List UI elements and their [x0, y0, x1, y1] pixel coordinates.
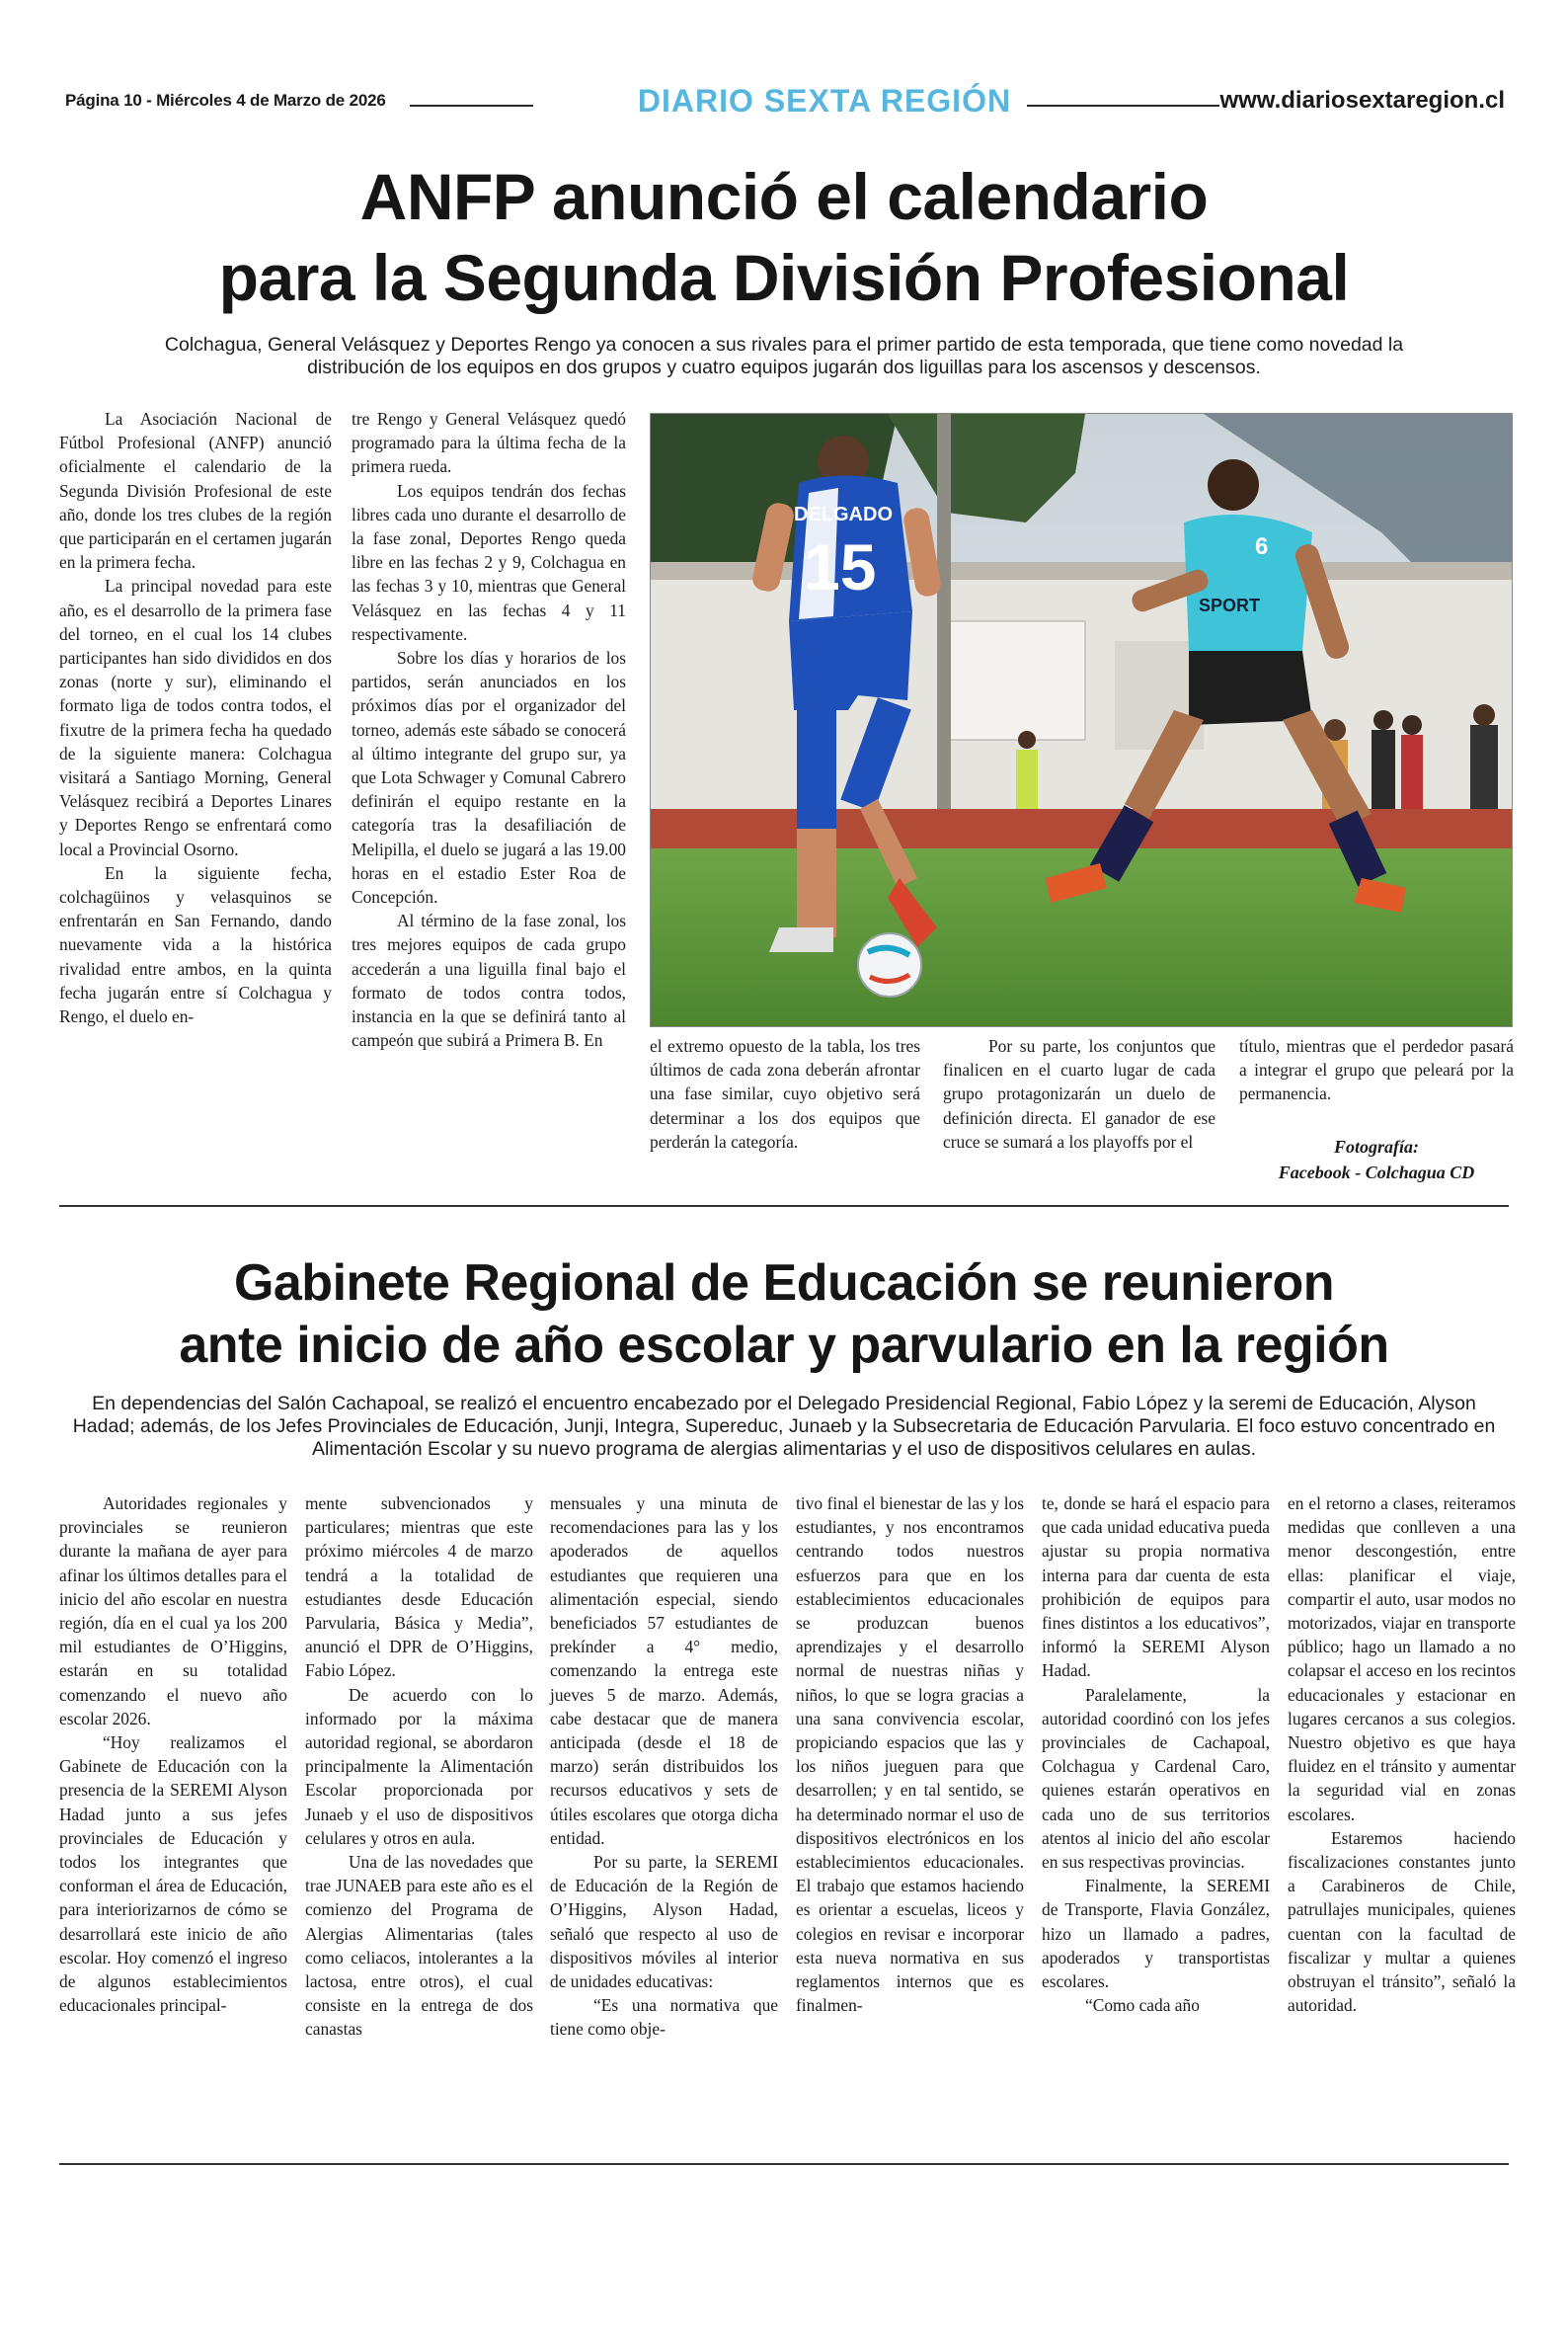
- paragraph: “Hoy realizamos el Gabinete de Educación con la presencia de la SEREMI Alyson Hadad junto a sus jefes provinciales de Educación y todos los integrantes que conforman el área de Educación, para interiorizarnos de cómo se desarrollará este inicio de año escolar. Hoy comenzó el ingreso de algunos establecimientos educacionales principal-: [59, 1732, 287, 2016]
- running-track: [651, 809, 1513, 848]
- header-rule-left: [410, 105, 533, 107]
- article1-column-1: [59, 407, 332, 1028]
- header-rule-right: [1027, 105, 1219, 107]
- photo-illustration: [651, 414, 1513, 1027]
- paragraph: tivo final el bienestar de las y los estudiantes, y nos encontramos centrando todos nuestros esfuerzos para que en los establecimientos educacionales se produzcan buenos aprendizajes y el desarrollo normal de nuestras niñas y niños, lo que se logra gracias a una sana convivencia escolar, propiciando espacios que las y los niños jueguen para que desarrollen; y en tal sentido, se ha determinado normar el uso de dispositivos electrónicos en los establecimientos educacionales. El trabajo que estamos haciendo es orientar a escuelas, liceos y colegios en revisar e incorporar esta nueva normativa en sus reglamentos internos que es finalmen-: [796, 1493, 1024, 2016]
- paragraph: Autoridades regionales y provinciales se reunieron durante la mañana de ayer para afinar los últimos detalles para el inicio del año escolar en nuestra región, día en el cual ya los 200 mil estudiantes de O’Higgins, estarán en su totalidad comenzando el nuevo año escolar 2026.: [59, 1493, 287, 1728]
- football-match-photo: [650, 413, 1513, 1027]
- article2-headline-line2: ante inicio de año escolar y parvulario en la región: [179, 1317, 1389, 1374]
- masthead: DIARIO SEXTA REGIÓN: [637, 83, 1012, 119]
- article2-column-5: [1042, 1491, 1270, 2017]
- article2-deck: En dependencias del Salón Cachapoal, se realizó el encuentro encabezado por el Delegado Presidencial Regional, Fabio López y la seremi de Educación, Alyson Hadad; además, de los Jefes Provinciales de Educación, Junji, Integra, Supereduc, Junaeb y la Subsecretaria de Educación Parvularia. El foco estuvo concentrado en Alimentación Escolar y su nuevo programa de alergias alimentarias y el uso de dispositivos celulares en aulas.: [72, 1393, 1496, 1460]
- paragraph: en el retorno a clases, reiteramos medidas que conlleven a una menor descongestión, entre ellas: planificar el viaje, compartir el auto, usar modos no motorizados, viajar en transporte público; hago un llamado a no colapsar el acceso en los recintos educacionales y estacionar en lugares cercanos a sus colegios. Nuestro objetivo es que haya fluidez en el tránsito y aumentar la seguridad vial en zonas escolares.: [1288, 1493, 1516, 1824]
- article2-headline-line1: Gabinete Regional de Educación se reunieron: [233, 1254, 1335, 1312]
- photo-credit: [1239, 1134, 1514, 1185]
- paragraph: Paralelamente, la autoridad coordinó con los jefes provinciales de Cachapoal, Colchagua y Cardenal Caro, quienes estarán operativos en cada uno de sus territorios atentos al inicio del año escolar en sus respectivas provincias.: [1042, 1684, 1270, 1873]
- building-window: [947, 621, 1085, 740]
- paragraph: Sobre los días y horarios de los partidos, serán anunciados en los próximos días por el organizador del torneo, además este sábado se conocerá al último integrante del grupo sur, ya que Lota Schwager y Comunal Cabrero definirán el equipo restante en la categoría tras la desafiliación de Melipilla, el duelo se jugará a las 19.00 horas en el estadio Ester Roa de Concepción.: [352, 648, 626, 908]
- photo-credit-label: Fotografía:: [1333, 1137, 1419, 1157]
- paragraph: tre Rengo y General Velásquez quedó programado para la última fecha de la primera rueda.: [352, 409, 626, 477]
- article1-column-3: [650, 1034, 920, 1154]
- player1-number: 15: [804, 530, 877, 603]
- paragraph: el extremo opuesto de la tabla, los tres últimos de cada zona deberán afrontar una fase similar, cuyo objetivo será determinar a los dos equipos que perderán la categoría.: [650, 1036, 920, 1152]
- article2-headline: [59, 1252, 1509, 1377]
- article2-column-2: [305, 1491, 533, 2042]
- paragraph: te, donde se hará el espacio para que cada unidad educativa pueda ajustar su propia normativa interna para dar cuenta de esta prohibición de equipos para fines distintos a los educativos”, informó la SEREMI Alyson Hadad.: [1042, 1493, 1270, 1681]
- website-link[interactable]: www.diariosextaregion.cl: [1219, 87, 1505, 114]
- paragraph: “Como cada año: [1085, 1995, 1200, 2016]
- paragraph: Los equipos tendrán dos fechas libres cada uno durante el desarrollo de la fase zonal, Deportes Rengo queda libre en las fechas 2 y 9, Colchagua en las fechas 3 y 10, mientras que General Velásquez en las fechas 4 y 11 respectivamente.: [352, 480, 626, 644]
- paragraph: “Es una normativa que tiene como obje-: [550, 1995, 778, 2040]
- article1-column-2: [352, 407, 626, 1052]
- player2-number: 6: [1255, 533, 1269, 560]
- article1-column-4: [943, 1034, 1215, 1154]
- paragraph: La Asociación Nacional de Fútbol Profesional (ANFP) anunció oficialmente el calendario de la Segunda División Profesional de este año, donde los tres clubes de la región que participarán en el certamen jugarán en la primera fecha.: [59, 409, 332, 573]
- football: [858, 933, 921, 997]
- paragraph: Por su parte, los conjuntos que finalicen en el cuarto lugar de cada grupo protagonizarán un duelo de definición directa. El ganador de ese cruce se sumará a los playoffs por el: [943, 1036, 1215, 1152]
- photo-credit-source: Facebook - Colchagua CD: [1278, 1163, 1475, 1182]
- article2-column-1: [59, 1491, 287, 2017]
- player1-name: DELGADO: [794, 504, 893, 525]
- article-divider: [59, 1205, 1509, 1207]
- paragraph: Estaremos haciendo fiscalizaciones constantes junto a Carabineros de Chile, patrullajes municipales, quienes cuentan con la facultad de fiscalizar y multar a quienes obstruyan el tránsito”, señaló la autoridad.: [1288, 1827, 1516, 2016]
- paragraph: Una de las novedades que trae JUNAEB para este año es el comienzo del Programa de Alergias Alimentarias (tales como celiacos, intolerantes a la lactosa, entre otros), el cual consiste en la entrega de dos canastas: [305, 1852, 533, 2040]
- paragraph: Al término de la fase zonal, los tres mejores equipos de cada grupo accederán a una liguilla final bajo el formato de todos contra todos, instancia en la que se definirá tanto al campeón que subirá a Primera B. En: [352, 911, 626, 1051]
- article1-column-5: [1239, 1034, 1514, 1106]
- paragraph: mente subvencionados y particulares; mientras que este próximo miércoles 4 de marzo tendrá a la totalidad de estudiantes desde Educación Parvularia, Básica y Media”, anunció el DPR de O’Higgins, Fabio López.: [305, 1493, 533, 1681]
- article2-column-4: [796, 1491, 1024, 2017]
- article1-headline-line2: para la Segunda División Profesional: [218, 241, 1350, 314]
- article1-headline: [59, 156, 1509, 318]
- article2-column-3: [550, 1491, 778, 2042]
- paragraph: La principal novedad para este año, es el desarrollo de la primera fase del torneo, en el cual los 14 clubes participantes han sido divididos en dos zonas (norte y sur), eliminando el formato liga de todos contra todos, el fixutre de la primera fecha ha quedado de la siguiente manera: Colchagua visitará a Santiago Morning, General Velásquez recibirá a Deportes Linares y Deportes Rengo se enfrentará como local a Provincial Osorno.: [59, 576, 332, 859]
- paragraph: En la siguiente fecha, colchagüinos y velasquinos se enfrentarán en San Fernando, dando nuevamente vida a la histórica rivalidad entre ambos, en la quinta fecha jugarán entre sí Colchagua y Rengo, el duelo en-: [59, 862, 332, 1027]
- page-header: [59, 83, 1509, 126]
- paragraph: Finalmente, la SEREMI de Transporte, Flavia González, hizo un llamado a padres, apoderados y transportistas escolares.: [1042, 1876, 1270, 1992]
- page-bottom-rule: [59, 2163, 1509, 2165]
- article2-column-6: [1288, 1491, 1516, 2017]
- article1-headline-line1: ANFP anunció el calendario: [359, 160, 1209, 233]
- floodlight-pole: [937, 414, 951, 809]
- page-date: Página 10 - Miércoles 4 de Marzo de 2026: [65, 91, 386, 110]
- paragraph: Por su parte, la SEREMI de Educación de la Región de O’Higgins, Alyson Hadad, señaló que respecto al uso de dispositivos móviles al interior de unidades educativas:: [550, 1852, 778, 1992]
- paragraph: De acuerdo con lo informado por la máxima autoridad regional, se abordaron principalmente la Alimentación Escolar proporcionada por Junaeb y el uso de dispositivos celulares y otros en aula.: [305, 1684, 533, 1848]
- player2-sponsor: SPORT: [1199, 596, 1261, 615]
- paragraph: título, mientras que el perdedor pasará a integrar el grupo que peleará por la permanencia.: [1239, 1036, 1514, 1104]
- paragraph: mensuales y una minuta de recomendaciones para las y los apoderados de aquellos estudiantes que requieren una alimentación especial, siendo beneficiados 57 estudiantes de prekínder a 4° medio, comenzando la entrega este jueves 5 de marzo. Además, cabe destacar que de manera anticipada (desde el 18 de marzo) serán distribuidos los recursos educativos y sets de útiles escolares que otorga dicha entidad.: [550, 1493, 778, 1848]
- article1-deck: Colchagua, General Velásquez y Deportes Rengo ya conocen a sus rivales para el primer partido de esta temporada, que tiene como novedad la distribución de los equipos en dos grupos y cuatro equipos jugarán dos liguillas para los ascensos y descensos.: [164, 334, 1404, 378]
